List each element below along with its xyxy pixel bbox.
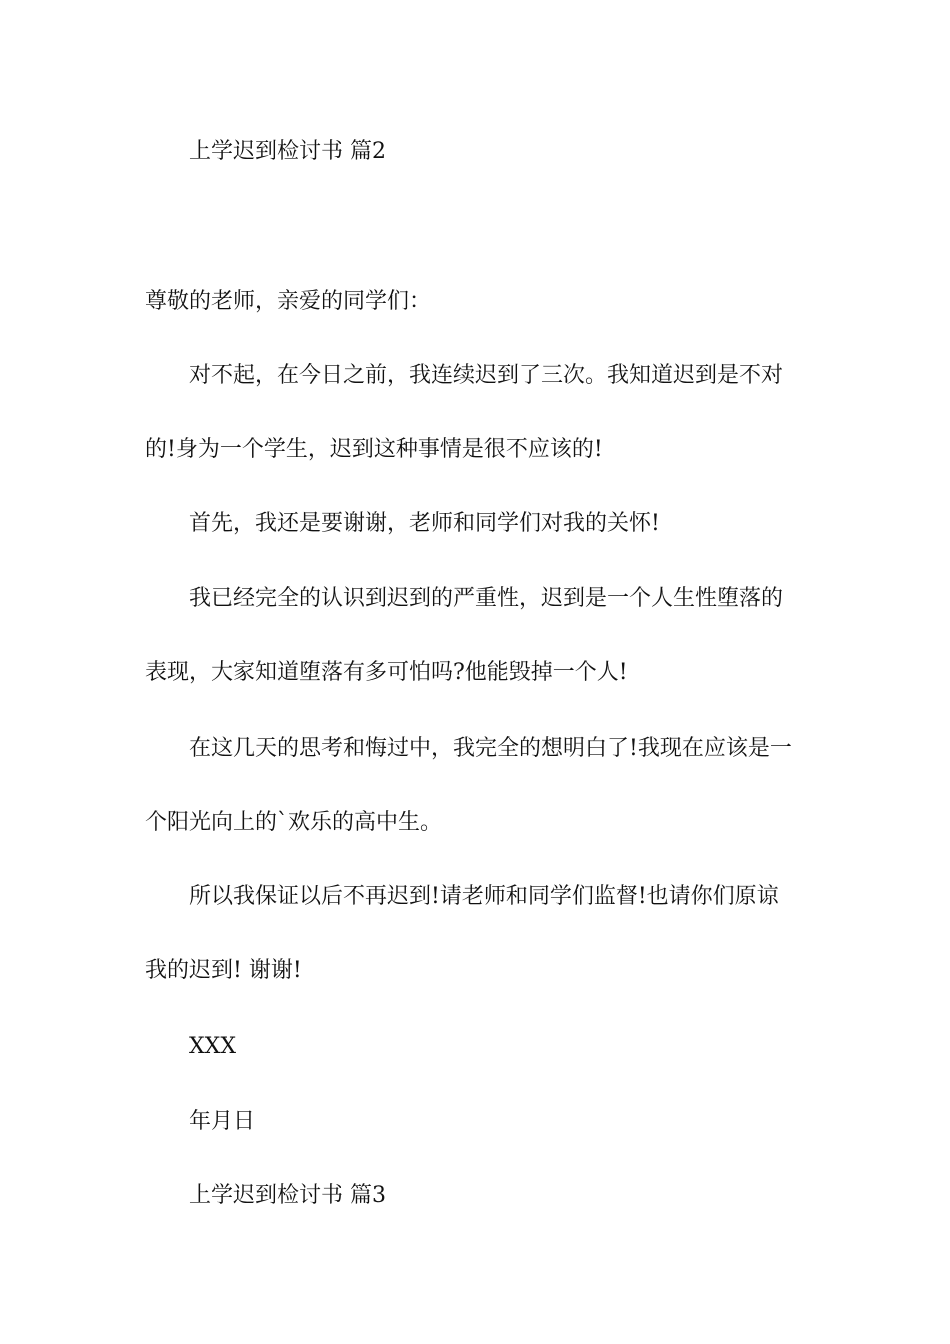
paragraph-5-line-2: 我的迟到! 谢谢! xyxy=(145,958,302,983)
date-line: 年月日 xyxy=(189,1109,256,1134)
salutation: 尊敬的老师，亲爱的同学们： xyxy=(145,289,432,314)
paragraph-1-line-2: 的!身为一个学生，迟到这种事情是很不应该的! xyxy=(145,437,603,462)
section-heading: 上学迟到检讨书 篇2 xyxy=(189,139,386,164)
signature: XXX xyxy=(189,1034,236,1059)
paragraph-3-line-2: 表现，大家知道堕落有多可怕吗?他能毁掉一个人! xyxy=(145,660,628,685)
paragraph-3-line-1: 我已经完全的认识到迟到的严重性，迟到是一个人生性堕落的 xyxy=(189,586,784,611)
paragraph-4-line-1: 在这几天的思考和悔过中，我完全的想明白了!我现在应该是一 xyxy=(189,736,792,761)
paragraph-2-line-1: 首先，我还是要谢谢，老师和同学们对我的关怀! xyxy=(189,511,660,536)
paragraph-5-line-1: 所以我保证以后不再迟到!请老师和同学们监督!也请你们原谅 xyxy=(189,884,779,909)
next-section-heading: 上学迟到检讨书 篇3 xyxy=(189,1183,386,1208)
paragraph-1-line-1: 对不起，在今日之前，我连续迟到了三次。我知道迟到是不对 xyxy=(189,363,784,388)
paragraph-4-line-2: 个阳光向上的`欢乐的高中生。 xyxy=(145,810,443,835)
